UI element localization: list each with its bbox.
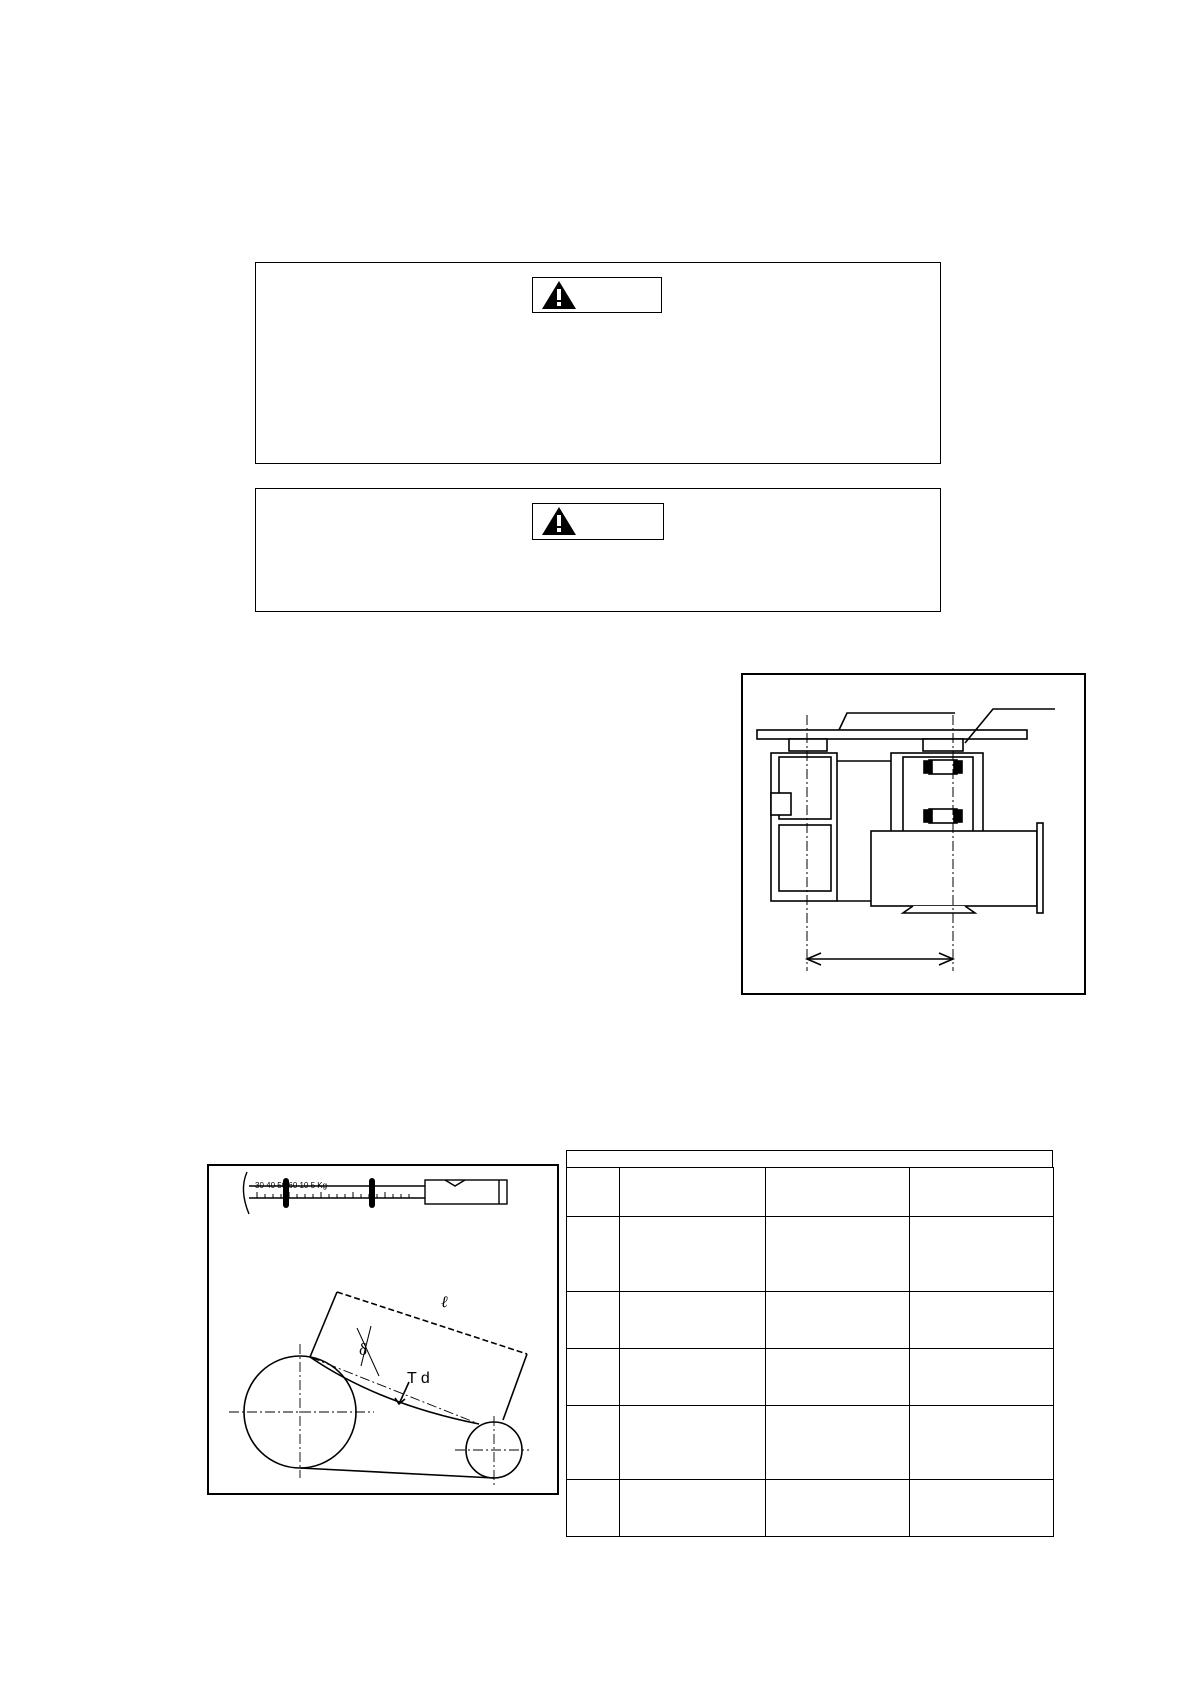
warning-triangle-icon: [539, 278, 579, 312]
table-cell: [567, 1168, 620, 1217]
deflection-symbol: δ: [359, 1340, 368, 1359]
belt-tension-figure: [207, 1164, 559, 1495]
table-row: [567, 1168, 1054, 1217]
warning-label-2: [532, 503, 664, 540]
force-symbol: T d: [407, 1370, 430, 1387]
table-cell: [910, 1480, 1054, 1537]
table-cell: [567, 1217, 620, 1292]
gauge-scale-text: 30 40 50 60 10 5 Kg: [255, 1181, 328, 1190]
warning-box-1: [255, 262, 941, 464]
table-cell: [910, 1217, 1054, 1292]
table-cell: [766, 1349, 910, 1406]
spec-table-title: [566, 1150, 1053, 1167]
motor-mount-drawing: [743, 675, 1084, 993]
table-cell: [567, 1292, 620, 1349]
table-cell: [620, 1349, 766, 1406]
table-cell: [620, 1217, 766, 1292]
warning-label-1: [532, 277, 662, 313]
length-symbol: ℓ: [441, 1294, 448, 1311]
table-cell: [620, 1406, 766, 1480]
table-cell: [620, 1480, 766, 1537]
table-cell: [620, 1292, 766, 1349]
table-cell: [910, 1406, 1054, 1480]
table-row: [567, 1480, 1054, 1537]
table-cell: [766, 1480, 910, 1537]
table-cell: [567, 1480, 620, 1537]
table-cell: [766, 1292, 910, 1349]
table-cell: [766, 1406, 910, 1480]
table-row: [567, 1292, 1054, 1349]
table-cell: [910, 1168, 1054, 1217]
table-row: [567, 1406, 1054, 1480]
motor-mount-figure: [741, 673, 1086, 995]
table-cell: [766, 1168, 910, 1217]
table-cell: [567, 1406, 620, 1480]
table-cell: [620, 1168, 766, 1217]
belt-tension-drawing: [209, 1166, 557, 1493]
table-cell: [567, 1349, 620, 1406]
spec-table: [566, 1167, 1054, 1537]
warning-triangle-icon: [539, 504, 579, 538]
table-row: [567, 1349, 1054, 1406]
warning-box-2: [255, 488, 941, 612]
table-row: [567, 1217, 1054, 1292]
table-cell: [910, 1349, 1054, 1406]
table-cell: [910, 1292, 1054, 1349]
table-cell: [766, 1217, 910, 1292]
